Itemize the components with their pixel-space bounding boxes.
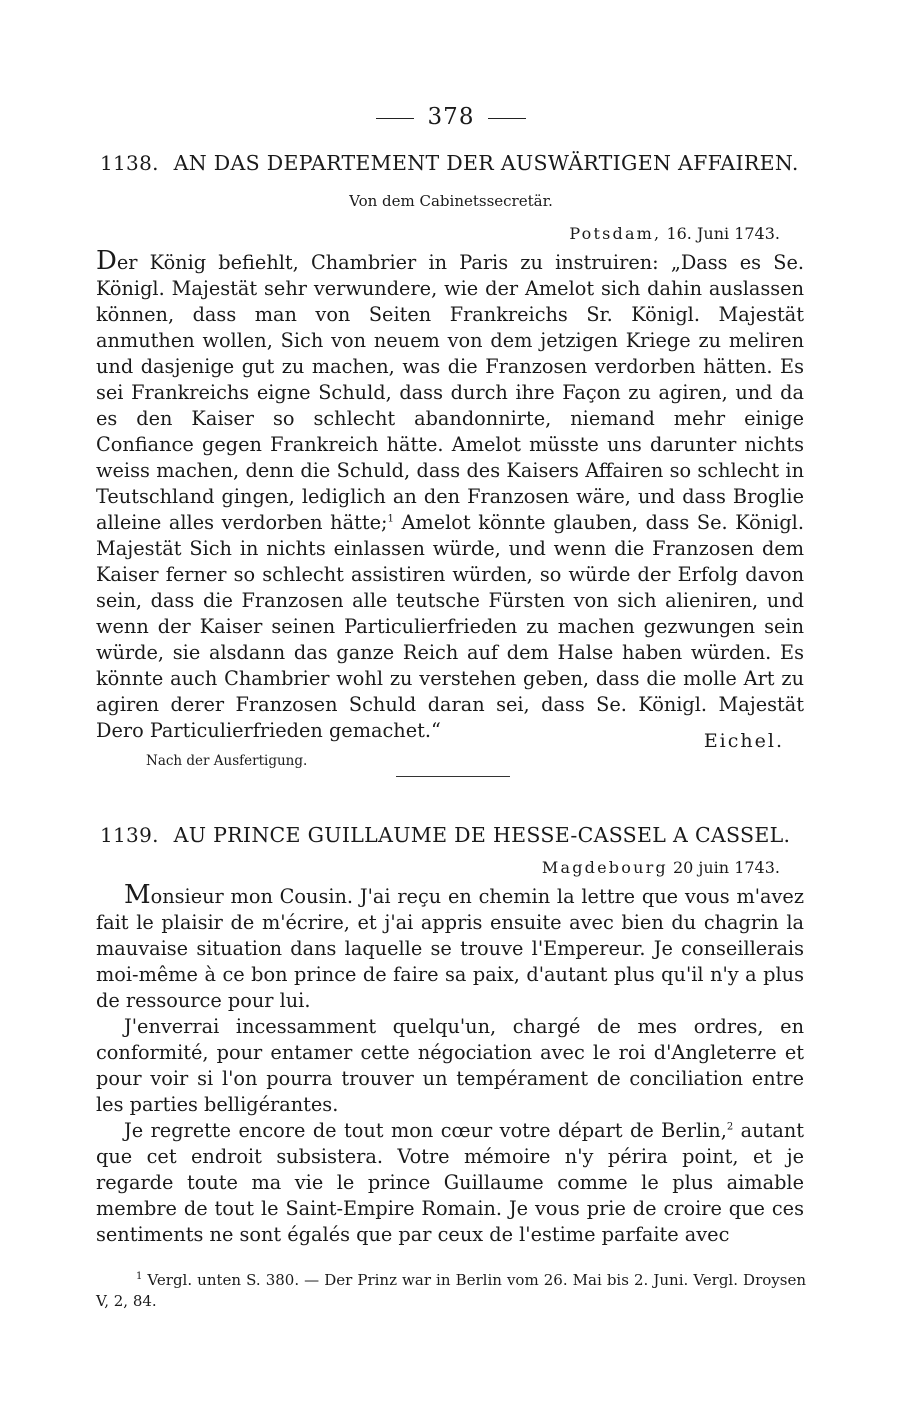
letter-1138-subtitle: Von dem Cabinetssecretär. bbox=[349, 192, 553, 210]
date: 20 juin 1743. bbox=[672, 858, 780, 877]
footnote-text: Vergl. unten S. 380. — Der Prinz war in Berlin vom 26. Mai bis 2. Juni. Vergl. Droysen V, 2, 84. bbox=[96, 1271, 806, 1310]
source-note: Nach der Ausfertigung. bbox=[146, 753, 308, 769]
letter-title: AN DAS DEPARTEMENT DER AUSWÄRTIGEN AFFAIREN. bbox=[173, 151, 799, 175]
letter-1138-body bbox=[96, 246, 804, 744]
footnote-mark: 1 bbox=[136, 1271, 143, 1282]
paragraph-1: onsieur mon Cousin. J'ai reçu en chemin la lettre que vous m'avez fait le plaisir de m'écrire, et j'ai appris ensuite avec bien du chagrin la mauvaise situation dans laquelle se trouve l'Empereur. Je conseillerais moi-même à ce bon prince de faire sa paix, d'autant plus qu'il n'y a plus de ressource pour lui. bbox=[96, 885, 804, 1012]
letter-number: 1139. bbox=[100, 823, 159, 847]
paragraph-3: Je regrette encore de tout mon cœur votre départ de Berlin, bbox=[124, 1119, 727, 1142]
page-number bbox=[96, 104, 806, 130]
place: Magdebourg bbox=[541, 858, 668, 877]
document-page bbox=[96, 0, 806, 1404]
dash-right bbox=[488, 118, 526, 119]
letter-1139-heading bbox=[100, 822, 806, 848]
initial-letter: M bbox=[124, 880, 151, 910]
footnote-ref: 2 bbox=[726, 1121, 734, 1133]
footnote bbox=[96, 1270, 806, 1312]
letter-number: 1138. bbox=[100, 151, 159, 175]
letter-1139-body bbox=[96, 880, 804, 1248]
letter-1138-dateline bbox=[569, 224, 780, 244]
initial-letter: D bbox=[96, 246, 117, 276]
letter-title: AU PRINCE GUILLAUME DE HESSE-CASSEL A CASSEL. bbox=[173, 823, 791, 847]
letter-1138-heading bbox=[100, 150, 806, 176]
dash-left bbox=[376, 118, 414, 119]
signature: Eichel. bbox=[703, 730, 784, 752]
place: Potsdam, bbox=[569, 224, 662, 243]
paragraph-3-continued: autant que cet endroit subsistera. Votre mémoire n'y périra point, et je regarde toute ma vie le prince Guillaume comme le plus aimable membre de tout le Saint-Empire Romain. Je vous prie de croire que ces sentiments ne sont égalés que par ceux de l'estime parfaite avec bbox=[96, 1119, 804, 1246]
body-text: er König befiehlt, Chambrier in Paris zu instruiren: „Dass es Se. Königl. Majestät sehr verwundere, wie der Amelot sich dahin auslassen können, dass man von Seiten Frankreichs Sr. Königl. Majestät anmuthen wollen, Sich von neuem von dem jetzigen Kriege zu meliren und dasjenige gut zu machen, was die Franzosen verdorben hätten. Es sei Frankreichs eigne Schuld, dass durch ihre Façon zu agiren, und da es den Kaiser so schlecht abandonnirte, niemand mehr einige Confiance gegen Frankreich hätte. Amelot müsste uns darunter nichts weiss machen, denn die Schuld, dass des Kaisers Affairen so schlecht in Teutschland gingen, lediglich an den Franzosen wäre, und dass Broglie alleine alles verdorben hätte; bbox=[96, 251, 804, 534]
footnote-ref: 1 bbox=[387, 513, 394, 525]
body-text-continued: Amelot könnte glauben, dass Se. Königl. Majestät Sich in nichts einlassen würde, und wenn die Franzosen dem Kaiser ferner so schlecht assistiren würden, so würde der Erfolg davon sein, dass die Franzosen alle teutsche Fürsten von sich alieniren, und wenn der Kaiser seinen Particulierfrieden zu machen gezwungen sein würde, sie alsdann das ganze Reich auf dem Halse haben würden. Es könnte auch Chambrier wohl zu verstehen geben, dass die molle Art zu agiren derer Franzosen Schuld daran sei, dass Se. Königl. Majestät Dero Particulierfrieden gemachet.“ bbox=[96, 511, 804, 742]
page-number-text: 378 bbox=[427, 104, 475, 130]
paragraph-2: J'enverrai incessamment quelqu'un, chargé de mes ordres, en conformité, pour entamer cette négociation avec le roi d'Angleterre et pour voir si l'on pourra trouver un tempérament de conciliation entre les parties belligérantes. bbox=[96, 1015, 804, 1116]
letter-1139-dateline bbox=[542, 858, 780, 878]
section-divider bbox=[396, 776, 510, 777]
date: 16. Juni 1743. bbox=[666, 224, 780, 243]
